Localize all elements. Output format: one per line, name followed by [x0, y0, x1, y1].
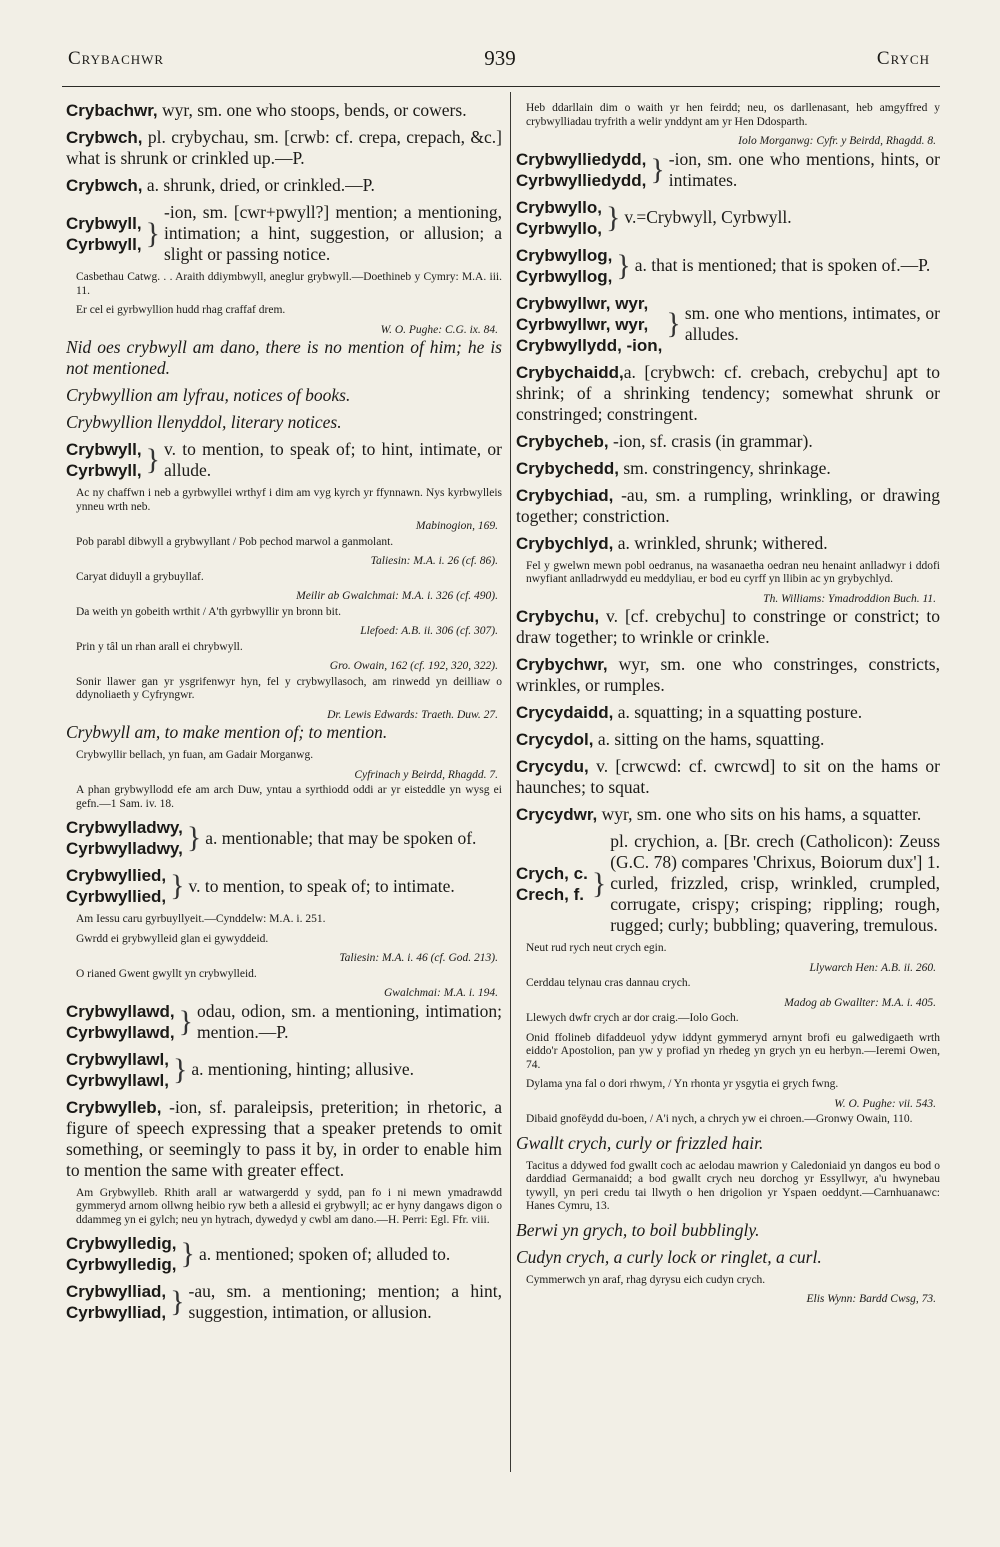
brace-glyph: }	[180, 1237, 195, 1270]
headword: Crybwch,	[66, 176, 143, 195]
brace-glyph: }	[616, 248, 631, 282]
headword: Crybwyllied,	[66, 866, 167, 885]
dictionary-entry	[516, 1247, 940, 1268]
definition: a. mentioned; spoken of; alluded to.	[198, 1243, 451, 1264]
headword-variants	[66, 1281, 166, 1323]
headword: Crybwyllawl,	[66, 1049, 169, 1069]
headword-variants	[516, 863, 588, 905]
citation-quote: Onid ffolineb difaddeuol ydyw iddynt gymmeryd arnynt brofi eu galwedigaeth wrth eiddo'r Apostolion, pan yw y profiad yn rhedeg yn grych yn eu herbyn.—Ieremi Owen, 74.	[526, 1031, 940, 1071]
dictionary-entry	[516, 362, 940, 425]
headword-variants	[516, 293, 662, 356]
dictionary-entry	[66, 385, 502, 406]
brace-glyph: }	[170, 1285, 185, 1318]
dictionary-entry-variants	[66, 1233, 502, 1275]
citation-source: Gwalchmai: M.A. i. 194.	[383, 987, 498, 999]
citation-quote: Fel y gwelwn mewn pobl oedranus, na wasanaetha oedran neu henaint anlladwyr i ddofi nwyfiant anlladrwydd eu meddyliau, er bod eu cyrff yn llibin ac yn grybychlyd.	[526, 559, 940, 585]
dictionary-entry-variants	[516, 149, 940, 191]
citation-quote: Neut rud rych neut crych egin.	[526, 942, 667, 954]
dictionary-entry	[66, 100, 502, 121]
citation-source: Taliesin: M.A. i. 46 (cf. God. 213).	[339, 952, 498, 964]
dictionary-entry	[516, 485, 940, 527]
headword: Crycydaidd,	[516, 703, 614, 722]
headword: Cyrbwyll,	[66, 461, 142, 480]
definition: sm. constringency, shrinkage.	[618, 457, 831, 478]
citation-quote: Tacitus a ddywed fod gwallt coch ac aelodau mawrion y Caledoniaid yn dangos eu bod o darddiad Germanaidd; a bod gwallt crych neu dorchog yr Essyllwyr, a'u hwynebau tywyll, yn peri credu tai llwyth o hen drigolion yr Yspaen oeddynt.—Carnhuanawc: Hanes Cymru, 13.	[526, 1159, 940, 1212]
headword: Crycydol,	[516, 730, 594, 749]
headword: Crybwyll,	[66, 213, 142, 233]
brace-glyph: }	[145, 216, 160, 250]
citation-quote: A phan grybwyllodd efe am arch Duw, yntau a syrthiodd oddi ar yr eisteddle yn wysg ei gefn.—1 Sam. iv. 18.	[76, 784, 502, 810]
citation-source: Gro. Owain, 162 (cf. 192, 320, 322).	[329, 660, 498, 672]
definition: a. squatting; in a squatting posture.	[613, 702, 863, 722]
headword: Crych, c.	[516, 863, 588, 883]
citation-quote: O rianed Gwent gwyllt yn crybwylleid.	[76, 967, 257, 980]
brace-glyph: }	[145, 443, 160, 476]
headword: Cyrbwylladwy,	[66, 839, 183, 858]
headword: Crybychiad,	[516, 485, 614, 505]
definition: Crybwyll am, to make mention of; to mention.	[66, 722, 388, 742]
definition: a. [crybwch: cf. crebach, crebychu] apt to shrink; of a shrinking tendency; somewhat shrunk or constringed; constringent.	[516, 361, 940, 424]
dictionary-entry-variants	[516, 831, 940, 936]
citation-quote: Llewych dwfr crych ar dor craig.—Iolo Goch.	[526, 1012, 739, 1024]
dictionary-entry	[66, 722, 502, 743]
definition: a. that is mentioned; that is spoken of.—P.	[634, 255, 931, 275]
definition: Crybwyllion am lyfrau, notices of books.	[66, 385, 351, 405]
citation-quote: Sonir llawer gan yr ysgrifenwyr hyn, fel y crybwyllasoch, am rinwedd yn deilliaw o ddynoliaeth y Cyfryngwr.	[76, 675, 502, 701]
headword-variants	[66, 439, 142, 481]
headword: Cyrbwyll,	[66, 234, 142, 254]
brace-glyph: }	[605, 200, 621, 234]
definition: wyr, sm. one who sits on his hams, a squatter.	[597, 804, 922, 824]
headword: Crybycheb,	[516, 431, 609, 451]
headword: Crybwyllo,	[516, 197, 602, 217]
dictionary-entry-variants	[66, 439, 502, 481]
running-head-first-word: Crybachwr	[68, 48, 165, 69]
headword-variants	[66, 817, 183, 859]
citation-source: Iolo Morganwg: Cyfr. y Beirdd, Rhagdd. 8.	[738, 135, 936, 147]
definition: -au, sm. a rumpling, wrinkling, or drawing together; constriction.	[516, 484, 940, 526]
headword: Crybwyllydd, -ion,	[516, 335, 663, 355]
definition: wyr, sm. one who stoops, bends, or cowers.	[157, 100, 467, 120]
citation-quote: Am Grybwylleb. Rhith arall ar watwargerdd y sydd, pan fo i ni mewn ymadrawdd gymmeryd arnom ollwng heibio ryw beth a allesid ei grybwyll; ac er hyny dangaws digon o ddammeg yn ei gylch; neu yn hytrach, dywedyd y cwbl am dano.—H. Perri: Egl. Ffr. viii.	[76, 1186, 502, 1226]
dictionary-entry	[516, 1133, 940, 1154]
definition: v.=Crybwyll, Cyrbwyll.	[624, 207, 792, 227]
dictionary-entry	[516, 756, 940, 798]
brace-glyph: }	[666, 307, 681, 340]
definition: -ion, sf. crasis (in grammar).	[608, 430, 813, 451]
citation-source: Elis Wynn: Bardd Cwsg, 73.	[806, 1293, 936, 1305]
header-rule	[62, 86, 940, 87]
citation-quote: Ac ny chaffwn i neb a gyrbwyllei wrthyf i dim am vyg kyrch yr ffynnawn. Nys kyrbwylleis ynneu wrth neb.	[76, 487, 502, 513]
headword: Crybychaidd,	[516, 362, 624, 382]
headword: Crycydwr,	[516, 805, 598, 824]
definition: a. wrinkled, shrunk; withered.	[613, 532, 828, 553]
dictionary-entry-variants	[516, 197, 940, 239]
definition: -ion, sm. [cwr+pwyll?] mention; a mentioning, intimation; a hint, suggestion, or allusion; a slight or passing notice.	[164, 202, 502, 264]
citation-quote: Dibaid gnofëydd du-boen, / A'i nych, a chrych yw ei chroen.—Gronwy Owain, 110.	[526, 1113, 913, 1125]
headword: Cyrbwyllawl,	[66, 1070, 169, 1090]
citation-quote: Heb ddarllain dim o waith yr hen feirdd; neu, os darllenasant, heb amgyffred y crybwylliadau tryfrith a welir ynddynt am yr Hen Ddosparth.	[526, 102, 940, 128]
headword: Crycydu,	[516, 757, 589, 776]
dictionary-entry	[516, 431, 940, 452]
headword: Crybwylliedydd,	[516, 149, 647, 169]
definition: v. to mention, to speak of; to hint, intimate, or allude.	[164, 439, 502, 480]
headword-variants	[66, 865, 166, 907]
headword-variants	[66, 1233, 177, 1275]
citation-source: Cyfrinach y Beirdd, Rhagdd. 7.	[354, 768, 498, 781]
headword: Cyrbwylliad,	[66, 1303, 167, 1322]
definition: sm. one who mentions, intimates, or alludes.	[684, 303, 940, 344]
citation-source: W. O. Pughe: vii. 543.	[834, 1097, 936, 1110]
definition: Berwi yn grych, to boil bubblingly.	[516, 1219, 760, 1240]
dictionary-entry-variants	[66, 1049, 502, 1091]
headword: Cyrbwylledig,	[66, 1255, 177, 1274]
headword-variants	[516, 197, 602, 239]
headword-variants	[66, 213, 142, 255]
headword: Crybwylladwy,	[66, 818, 183, 837]
citation-source: Llefoed: A.B. ii. 306 (cf. 307).	[360, 625, 498, 637]
headword: Crybwyllog,	[516, 245, 613, 265]
citation-quote: Da weith yn gobeith wrthit / A'th gyrbwyllir yn bronn bit.	[76, 605, 341, 618]
dictionary-entry	[516, 702, 940, 723]
dictionary-entry	[66, 175, 502, 196]
headword: Crybwylleb,	[66, 1097, 162, 1117]
citation-source: W. O. Pughe: C.G. ix. 84.	[380, 323, 498, 336]
left-column	[66, 100, 502, 1475]
dictionary-entry	[516, 654, 940, 696]
headword: Cyrbwyllawd,	[66, 1022, 175, 1042]
citation-source: Taliesin: M.A. i. 26 (cf. 86).	[370, 555, 498, 567]
headword: Crybychlyd,	[516, 533, 614, 553]
page-number: 939	[484, 46, 516, 70]
definition: -ion, sf. paraleipsis, preterition; in rhetoric, a figure of speech expressing that a speaker pretends to omit something, or seemingly to pass it by, in order to enable him to mention the same with greater effect.	[66, 1096, 502, 1180]
citation-source: Mabinogion, 169.	[415, 520, 498, 532]
citation-quote: Er cel ei gyrbwyllion hudd rhag craffaf drem.	[76, 304, 286, 316]
definition: a. shrunk, dried, or crinkled.—P.	[142, 175, 375, 195]
headword: Crybychedd,	[516, 458, 619, 478]
headword: Crybwyllawd,	[66, 1001, 175, 1021]
dictionary-entry	[66, 337, 502, 379]
dictionary-entry-variants	[516, 245, 940, 287]
column-divider	[510, 92, 511, 1472]
running-head	[60, 48, 940, 78]
definition: Gwallt crych, curly or frizzled hair.	[516, 1132, 764, 1153]
definition: v. [crwcwd: cf. cwrcwd] to sit on the hams or haunches; to squat.	[516, 756, 940, 797]
citation-quote: Gwrdd ei grybwylleid glan ei gywyddeid.	[76, 932, 269, 945]
brace-glyph: }	[172, 1052, 188, 1086]
definition: wyr, sm. one who constringes, constricts, wrinkles, or rumples.	[516, 654, 940, 695]
definition: pl. crybychau, sm. [crwb: cf. crepa, crepach, &c.] what is shrunk or crinkled up.—P.	[66, 127, 502, 168]
definition: Cudyn crych, a curly lock or ringlet, a curl.	[516, 1246, 822, 1267]
definition: -au, sm. a mentioning; mention; a hint, suggestion, intimation, or allusion.	[188, 1281, 502, 1322]
definition: Crybwyllion llenyddol, literary notices.	[66, 412, 342, 432]
dictionary-entry	[516, 1220, 940, 1241]
headword-variants	[66, 1049, 169, 1091]
dictionary-entry-variants	[66, 817, 502, 859]
definition: odau, odion, sm. a mentioning, intimation; mention.—P.	[197, 1000, 502, 1042]
headword: Crybwylliad,	[66, 1282, 167, 1301]
citation-source: Meilir ab Gwalchmai: M.A. i. 326 (cf. 490).	[296, 590, 498, 602]
dictionary-entry-variants	[516, 293, 940, 356]
headword: Crybwyllwr, wyr,	[516, 293, 649, 313]
definition: v. [cf. crebychu] to constringe or constrict; to draw together; to wrinkle or crinkle.	[516, 606, 940, 647]
brace-glyph: }	[591, 866, 607, 900]
headword: Crybachwr,	[66, 101, 158, 120]
headword: Cyrbwyllo,	[516, 218, 602, 238]
headword: Crybwylledig,	[66, 1234, 177, 1253]
dictionary-entry-variants	[66, 202, 502, 265]
citation-quote: Cerddau telynau cras dannau crych.	[526, 977, 691, 989]
dictionary-entry	[516, 458, 940, 479]
headword: Cyrbwyllied,	[66, 887, 167, 906]
headword: Cyrbwyllog,	[516, 266, 613, 286]
citation-source: Llywarch Hen: A.B. ii. 260.	[809, 961, 936, 974]
citation-source: Madog ab Gwallter: M.A. i. 405.	[784, 996, 936, 1009]
dictionary-entry	[516, 533, 940, 554]
headword: Cyrbwylliedydd,	[516, 170, 647, 190]
dictionary-entry-variants	[66, 1281, 502, 1323]
dictionary-entry	[66, 412, 502, 433]
definition: a. mentionable; that may be spoken of.	[205, 827, 477, 848]
headword: Cyrbwyllwr, wyr,	[516, 314, 649, 334]
definition: -ion, sm. one who mentions, hints, or intimates.	[668, 148, 940, 190]
citation-quote: Crybwyllir bellach, yn fuan, am Gadair Morganwg.	[76, 749, 314, 761]
definition: Nid oes crybwyll am dano, there is no mention of him; he is not mentioned.	[66, 337, 502, 378]
dictionary-entry	[66, 127, 502, 169]
brace-glyph: }	[178, 1004, 194, 1038]
citation-quote: Caryat diduyll a grybuyllaf.	[76, 570, 204, 583]
definition: pl. crychion, a. [Br. crech (Catholicon): Zeuss (G.C. 78) compares 'Chrixus, Boiorum dux'] 1. curled, frizzled, crisp, wrinkled, crumpled, corrugate, crispy; crisping; rippling; rough, rugged; curly; bubbling; quavering, tremulous.	[610, 831, 940, 935]
dictionary-entry	[516, 804, 940, 825]
definition: a. mentioning, hinting; allusive.	[191, 1059, 415, 1079]
headword: Crybwyll,	[66, 440, 142, 459]
citation-quote: Casbethau Catwg. . . Araith ddiymbwyll, aneglur grybwyll.—Doethineb y Cymry: M.A. iii. 11.	[76, 271, 502, 297]
citation-quote: Prin y tâl un rhan arall ei chrybwyll.	[76, 640, 243, 653]
running-head-last-word: Crych	[876, 48, 930, 69]
headword-variants	[516, 245, 612, 287]
definition: a. sitting on the hams, squatting.	[593, 729, 825, 749]
headword-variants	[66, 1001, 175, 1043]
citation-quote: Am Iessu caru gyrbuyllyeit.—Cynddelw: M.A. i. 251.	[76, 913, 326, 925]
citation-quote: Pob parabl dibwyll a grybwyllant / Pob pechod marwol a ganmolant.	[76, 535, 394, 548]
citation-quote: Dylama yna fal o dori rhwym, / Yn rhonta yr ysgytia ei grych fwng.	[526, 1078, 839, 1090]
dictionary-entry	[66, 1097, 502, 1181]
dictionary-entry	[516, 729, 940, 750]
headword: Crech, f.	[516, 884, 585, 904]
headword-variants	[516, 149, 646, 191]
headword: Crybychwr,	[516, 655, 608, 674]
dictionary-entry	[516, 606, 940, 648]
right-column	[516, 100, 940, 1475]
definition: v. to mention, to speak of; to intimate.	[188, 875, 455, 896]
citation-source: Th. Williams: Ymadroddion Buch. 11.	[763, 592, 936, 605]
headword: Crybychu,	[516, 607, 600, 626]
dictionary-entry-variants	[66, 1001, 502, 1043]
brace-glyph: }	[650, 152, 665, 186]
citation-source: Dr. Lewis Edwards: Traeth. Duw. 27.	[327, 708, 498, 721]
brace-glyph: }	[186, 821, 202, 854]
brace-glyph: }	[170, 869, 185, 902]
headword: Crybwch,	[66, 128, 143, 147]
dictionary-entry-variants	[66, 865, 502, 907]
citation-quote: Cymmerwch yn araf, rhag dyrysu eich cudyn crych.	[526, 1273, 766, 1286]
